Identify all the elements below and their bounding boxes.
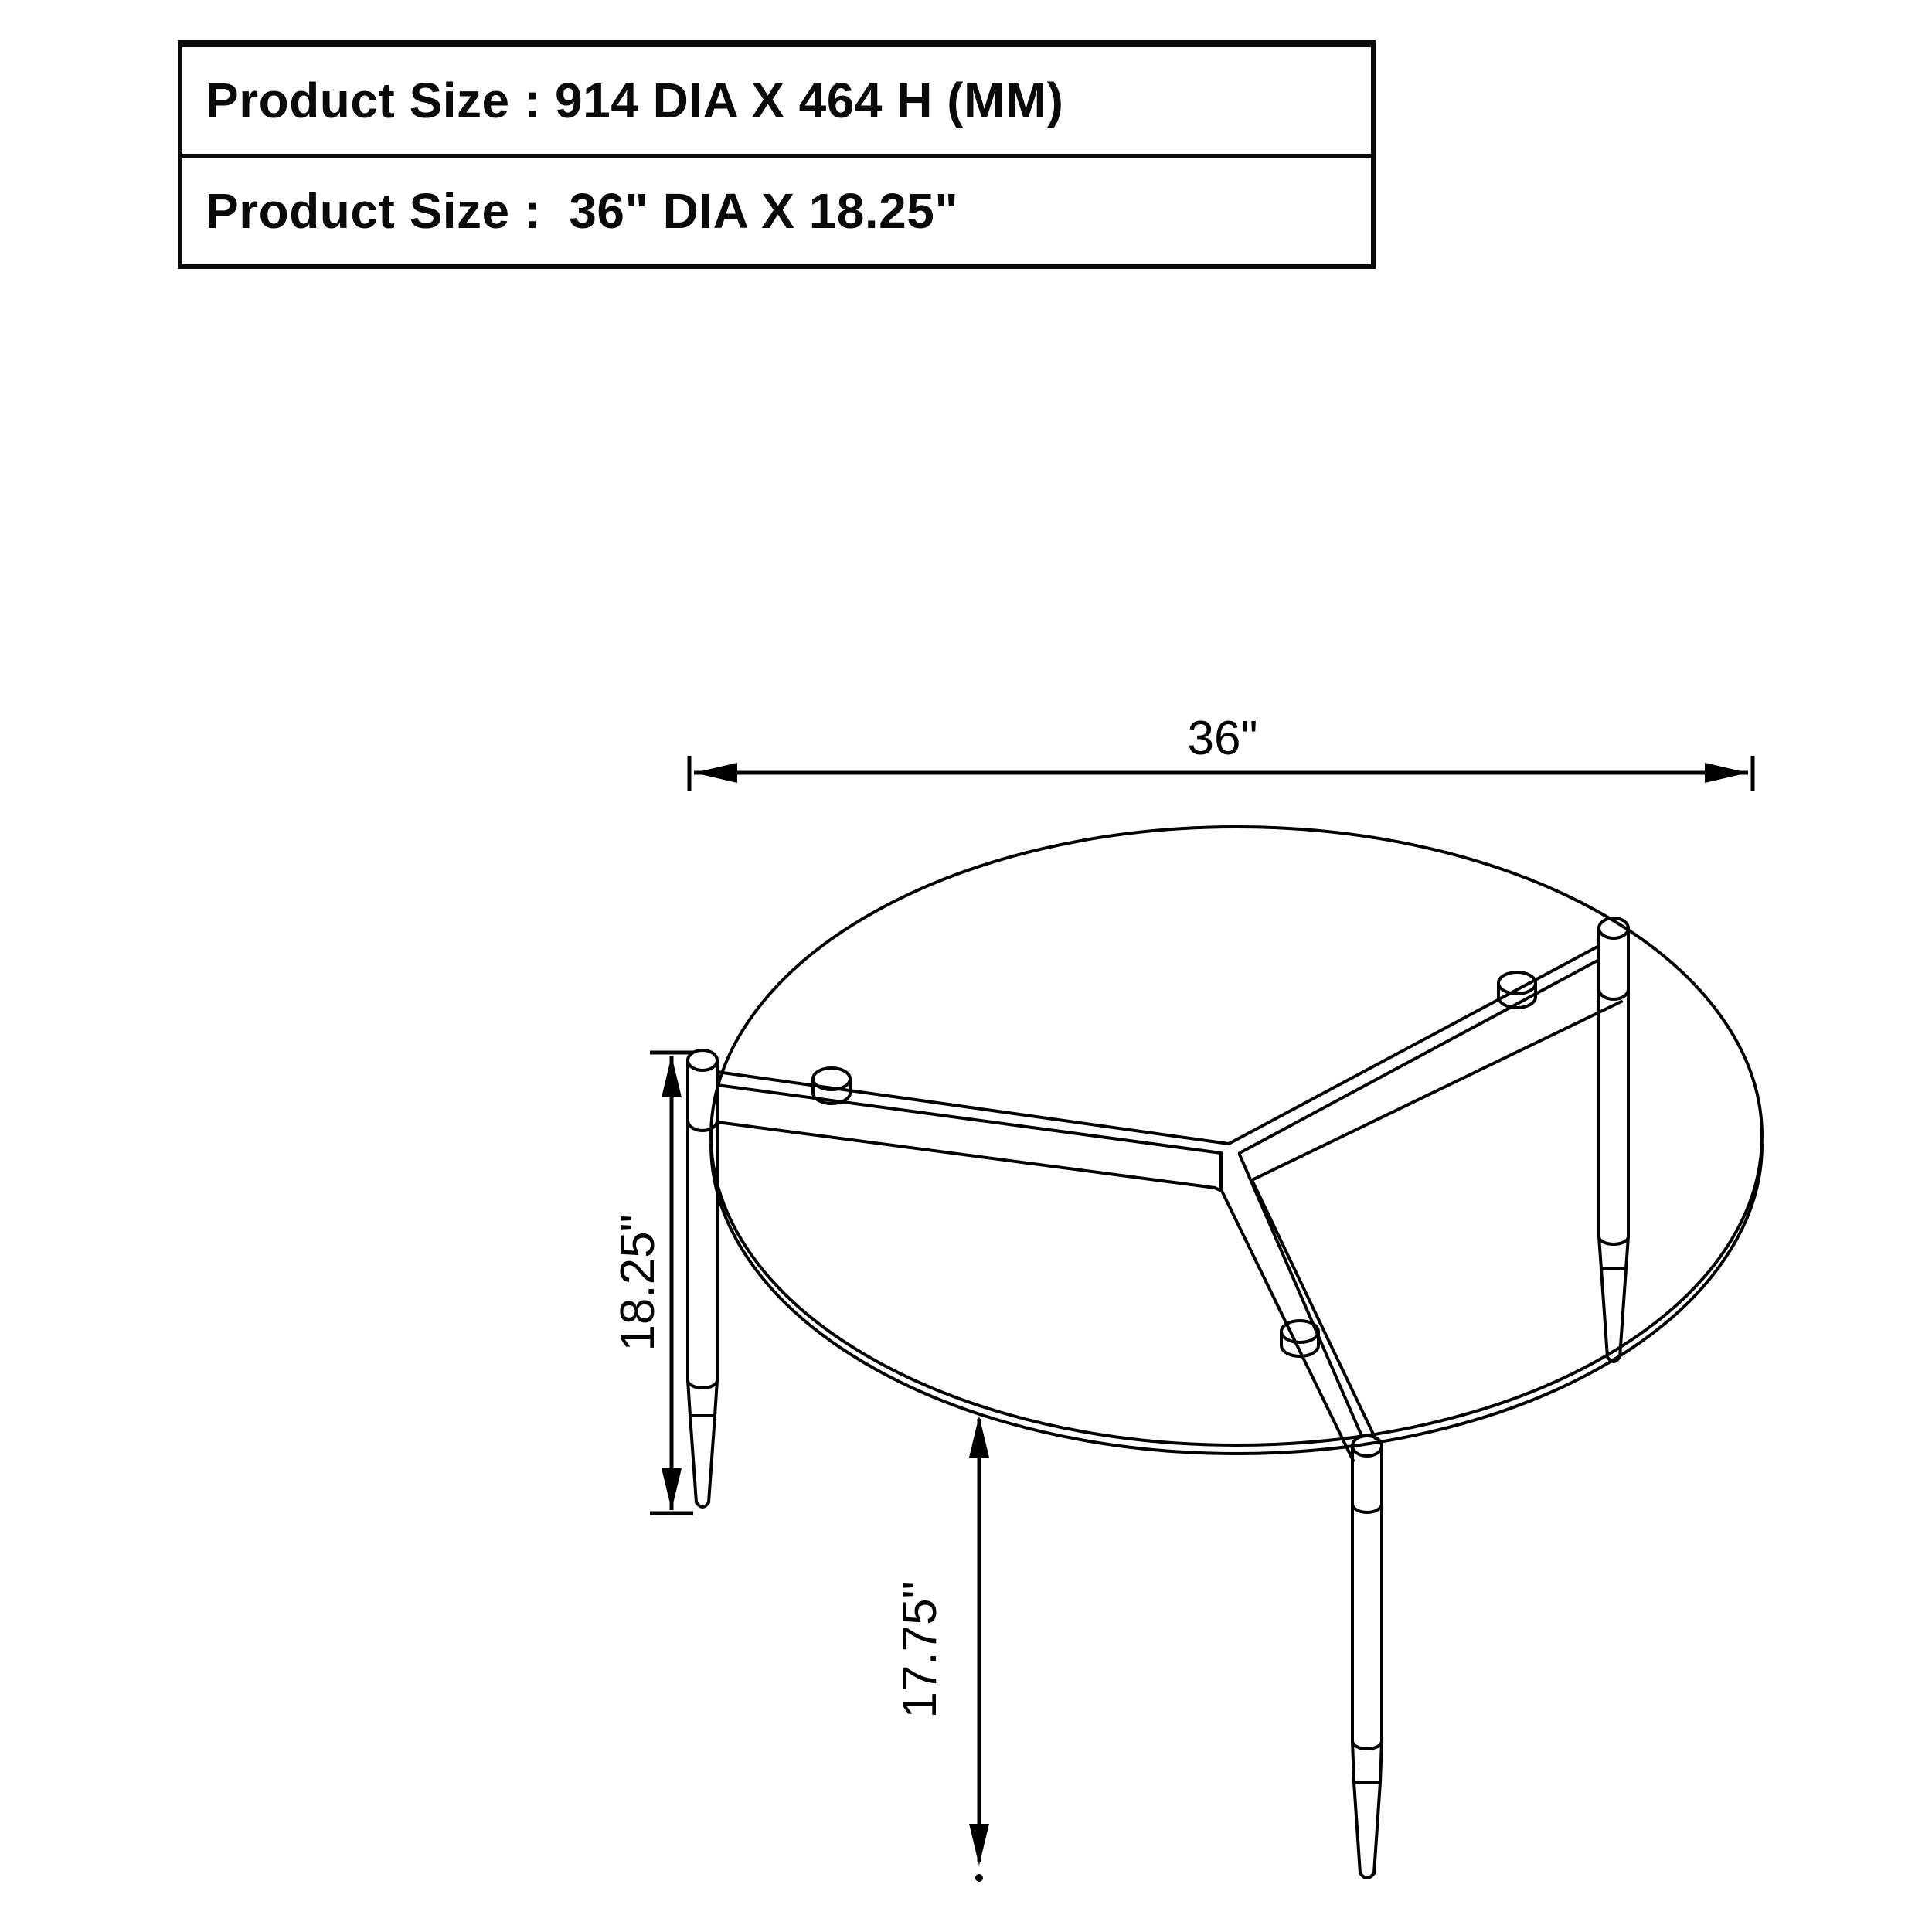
right-leg	[1599, 918, 1628, 1362]
clearance-end-dot	[975, 1874, 983, 1882]
product-size-mm-text: Product Size : 914 DIA X 464 H (MM)	[206, 73, 1064, 128]
diameter-label: 36"	[1187, 712, 1258, 765]
diameter-left-arrowhead	[694, 763, 737, 783]
height-top-arrowhead	[662, 1056, 682, 1097]
frame-front-arm-left-edge	[1222, 1191, 1353, 1461]
front-leg	[1352, 1436, 1382, 1878]
dimension-overall-height	[611, 1053, 693, 1513]
dimension-clearance	[893, 1416, 989, 1882]
clearance-top-arrowhead	[969, 1416, 989, 1458]
height-bottom-arrowhead	[662, 1468, 682, 1510]
clearance-label: 17.75"	[893, 1581, 947, 1719]
frame-front-arm-inner-edge	[1240, 1155, 1362, 1436]
frame-right-arm-top-edge	[1229, 946, 1599, 1144]
product-size-inch-text: Product Size : 36" DIA X 18.25"	[206, 183, 959, 239]
height-label: 18.25"	[611, 1214, 665, 1352]
frame-right-arm-bottom-edge	[1252, 1002, 1621, 1180]
glass-support-discs	[813, 972, 1536, 1356]
dimension-diameter	[689, 712, 1753, 791]
frame-right-arm-inner-edge	[1240, 960, 1599, 1153]
frame-left-arm-inner-edge	[717, 1085, 1221, 1153]
clearance-bottom-arrowhead	[969, 1824, 989, 1866]
base-frame	[717, 946, 1621, 1461]
table-legs	[688, 918, 1628, 1878]
frame-front-arm-right-edge	[1252, 1180, 1376, 1439]
diameter-right-arrowhead	[1705, 763, 1748, 783]
